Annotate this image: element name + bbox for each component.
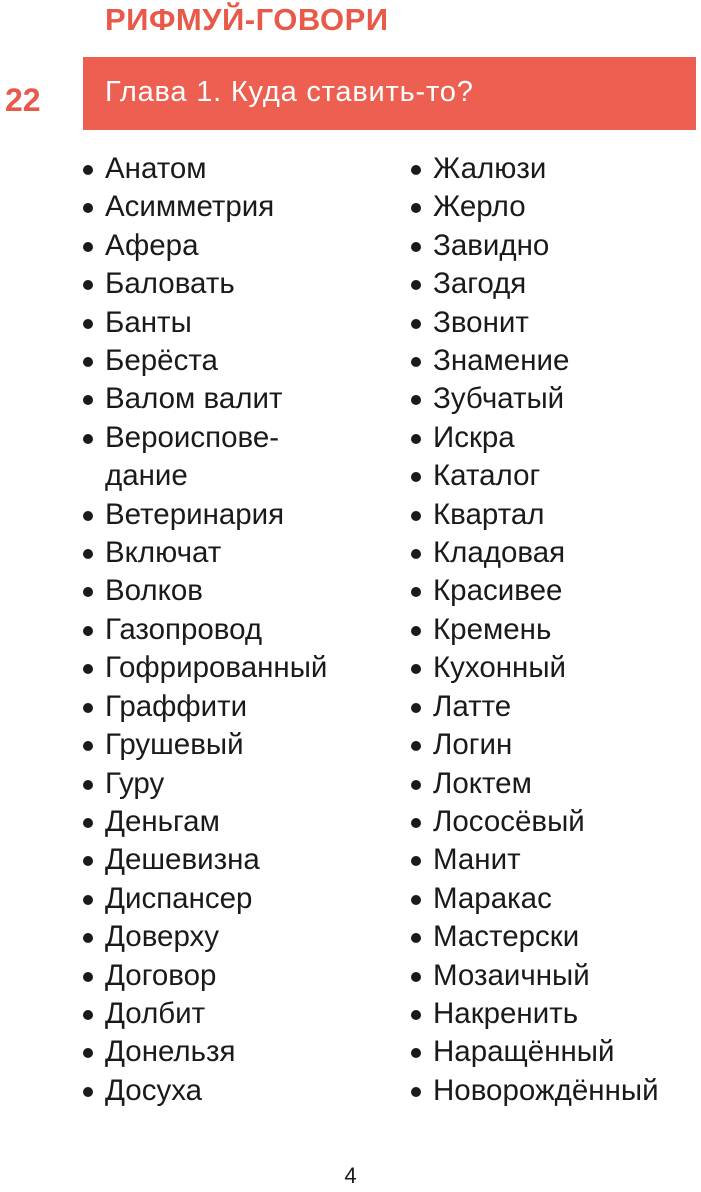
bullet-icon [411, 472, 421, 482]
word-list-item [408, 1072, 701, 1110]
bullet-icon [411, 165, 421, 175]
word-list-item [80, 765, 390, 803]
word-list-item [80, 496, 390, 534]
word-text: Локтем [433, 766, 532, 800]
word-text: Включат [105, 536, 222, 570]
bullet-icon [83, 434, 93, 444]
word-text: Гуру [105, 766, 165, 800]
word-list-item [80, 726, 390, 764]
word-text: Ветеринария [105, 497, 285, 531]
word-list-item [80, 918, 390, 956]
word-list-item [408, 995, 701, 1033]
bullet-icon [83, 972, 93, 982]
word-text: Баловать [105, 267, 235, 301]
bullet-icon [411, 972, 421, 982]
word-list-item [408, 957, 701, 995]
bullet-icon [411, 780, 421, 790]
word-list-item [80, 841, 390, 879]
word-text: Берёста [105, 344, 218, 378]
word-list-item [80, 227, 390, 265]
word-text: Каталог [433, 459, 541, 493]
word-text: Красивее [433, 574, 563, 608]
bullet-icon [411, 741, 421, 751]
word-list-item [80, 803, 390, 841]
book-title: РИФМУЙ-ГОВОРИ [105, 2, 389, 37]
page-number: 4 [344, 1163, 357, 1188]
word-text: Знамение [433, 344, 570, 378]
word-text: Маракас [433, 881, 552, 915]
word-text: Новорождённый [433, 1073, 659, 1107]
word-list-item [80, 1033, 390, 1071]
word-text: Граффити [105, 689, 248, 723]
word-text: Договор [105, 958, 217, 992]
word-text: Манит [433, 843, 521, 877]
word-text: Анатом [105, 152, 207, 185]
bullet-icon [83, 741, 93, 751]
word-text: Кухонный [433, 651, 567, 685]
bullet-icon [83, 895, 93, 905]
bullet-icon [411, 280, 421, 290]
bullet-icon [411, 242, 421, 252]
word-text: Валом валит [105, 382, 283, 416]
bullet-icon [411, 1010, 421, 1020]
bullet-icon [411, 664, 421, 674]
word-text: Газопровод [105, 612, 263, 646]
bullet-icon [411, 357, 421, 367]
word-text: Волков [105, 574, 203, 608]
word-list-item [408, 841, 701, 879]
bullet-icon [83, 395, 93, 405]
word-text: Накренить [433, 996, 579, 1030]
word-list-item [408, 918, 701, 956]
chapter-title: Глава 1. Куда ставить-то? [105, 76, 474, 108]
bullet-icon [411, 818, 421, 828]
bullet-icon [83, 703, 93, 713]
word-list-item [80, 419, 390, 457]
word-list-item [408, 611, 701, 649]
bullet-icon [83, 280, 93, 290]
bullet-icon [83, 203, 93, 213]
bullet-icon [83, 357, 93, 367]
bullet-icon [83, 856, 93, 866]
word-text: Донельзя [105, 1035, 236, 1069]
word-text: Лососёвый [433, 804, 585, 838]
word-list-item [408, 304, 701, 342]
bullet-icon [83, 587, 93, 597]
word-text: Мастерски [433, 920, 580, 954]
word-text: Афера [105, 228, 199, 262]
word-list-item [80, 1072, 390, 1110]
word-text: Асимметрия [105, 190, 275, 224]
chapter-banner [83, 57, 696, 130]
bullet-icon [83, 319, 93, 329]
word-list-item [80, 380, 390, 418]
word-list-item [408, 572, 701, 610]
bullet-icon [411, 856, 421, 866]
word-text: Долбит [105, 996, 206, 1030]
word-list-item [80, 188, 390, 226]
word-list-item [408, 1033, 701, 1071]
bullet-icon [411, 933, 421, 943]
bullet-icon [411, 511, 421, 521]
word-list-item [408, 649, 701, 687]
word-list-left [80, 150, 390, 1110]
bullet-icon [83, 242, 93, 252]
bullet-icon [83, 1087, 93, 1097]
word-list-item [80, 995, 390, 1033]
bullet-icon [411, 1048, 421, 1058]
bullet-icon [411, 1087, 421, 1097]
bullet-icon [411, 549, 421, 559]
word-list-item [80, 611, 390, 649]
word-list-item [408, 188, 701, 226]
word-text: Латте [433, 689, 512, 723]
word-list-item [80, 304, 390, 342]
word-text: Досуха [105, 1073, 203, 1107]
bullet-icon [83, 626, 93, 636]
bullet-icon [83, 780, 93, 790]
bullet-icon [83, 165, 93, 175]
word-list-item [80, 957, 390, 995]
word-text: дание [105, 459, 188, 493]
word-list-item [408, 150, 701, 188]
bullet-icon [411, 395, 421, 405]
word-text: Банты [105, 305, 192, 339]
word-list-item [408, 265, 701, 303]
word-list-item [80, 572, 390, 610]
word-list-item [408, 726, 701, 764]
word-list-item [408, 534, 701, 572]
word-text: Загодя [433, 267, 527, 301]
word-text: Кладовая [433, 536, 566, 570]
word-list-item [80, 457, 390, 495]
word-text: Кремень [433, 612, 552, 646]
word-text: Зубчатый [433, 382, 565, 416]
word-list-item [80, 265, 390, 303]
word-text: Мозаичный [433, 958, 590, 992]
bullet-icon [411, 587, 421, 597]
bullet-icon [411, 319, 421, 329]
bullet-icon [83, 1048, 93, 1058]
word-list-item [408, 765, 701, 803]
word-list-item [408, 496, 701, 534]
bullet-icon [83, 549, 93, 559]
word-list-item [408, 227, 701, 265]
bullet-icon [411, 626, 421, 636]
word-list-right [408, 150, 701, 1110]
word-text: Завидно [433, 228, 550, 262]
word-list-item [408, 803, 701, 841]
word-list-item [80, 649, 390, 687]
word-text: Логин [433, 728, 513, 762]
word-text: Наращённый [433, 1035, 615, 1069]
word-text: Квартал [433, 497, 545, 531]
bullet-icon [411, 895, 421, 905]
word-list-item [408, 342, 701, 380]
word-list-item [408, 457, 701, 495]
bullet-icon [83, 818, 93, 828]
word-list-item [408, 419, 701, 457]
word-text: Деньгам [105, 804, 220, 838]
bullet-icon [83, 511, 93, 521]
word-list-item [80, 880, 390, 918]
word-text: Доверху [105, 920, 220, 954]
word-text: Звонит [433, 305, 529, 339]
word-text: Жерло [433, 190, 526, 224]
word-list-item [408, 880, 701, 918]
bullet-icon [411, 434, 421, 444]
word-list-item [80, 534, 390, 572]
word-text: Жалюзи [433, 152, 547, 185]
bullet-icon [83, 1010, 93, 1020]
word-text: Вероиспове- [105, 420, 280, 454]
bullet-icon [83, 664, 93, 674]
page-badge-number: 22 [5, 82, 41, 118]
word-text: Гофрированный [105, 651, 328, 685]
word-text: Дешевизна [105, 843, 260, 877]
word-text: Диспансер [105, 881, 253, 915]
bullet-icon [411, 203, 421, 213]
word-list-item [80, 688, 390, 726]
word-list-item [408, 688, 701, 726]
bullet-icon [411, 703, 421, 713]
word-text: Грушевый [105, 728, 244, 762]
bullet-icon [83, 933, 93, 943]
word-text: Искра [433, 420, 515, 454]
word-list-item [80, 150, 390, 188]
word-list-item [408, 380, 701, 418]
word-list-item [80, 342, 390, 380]
